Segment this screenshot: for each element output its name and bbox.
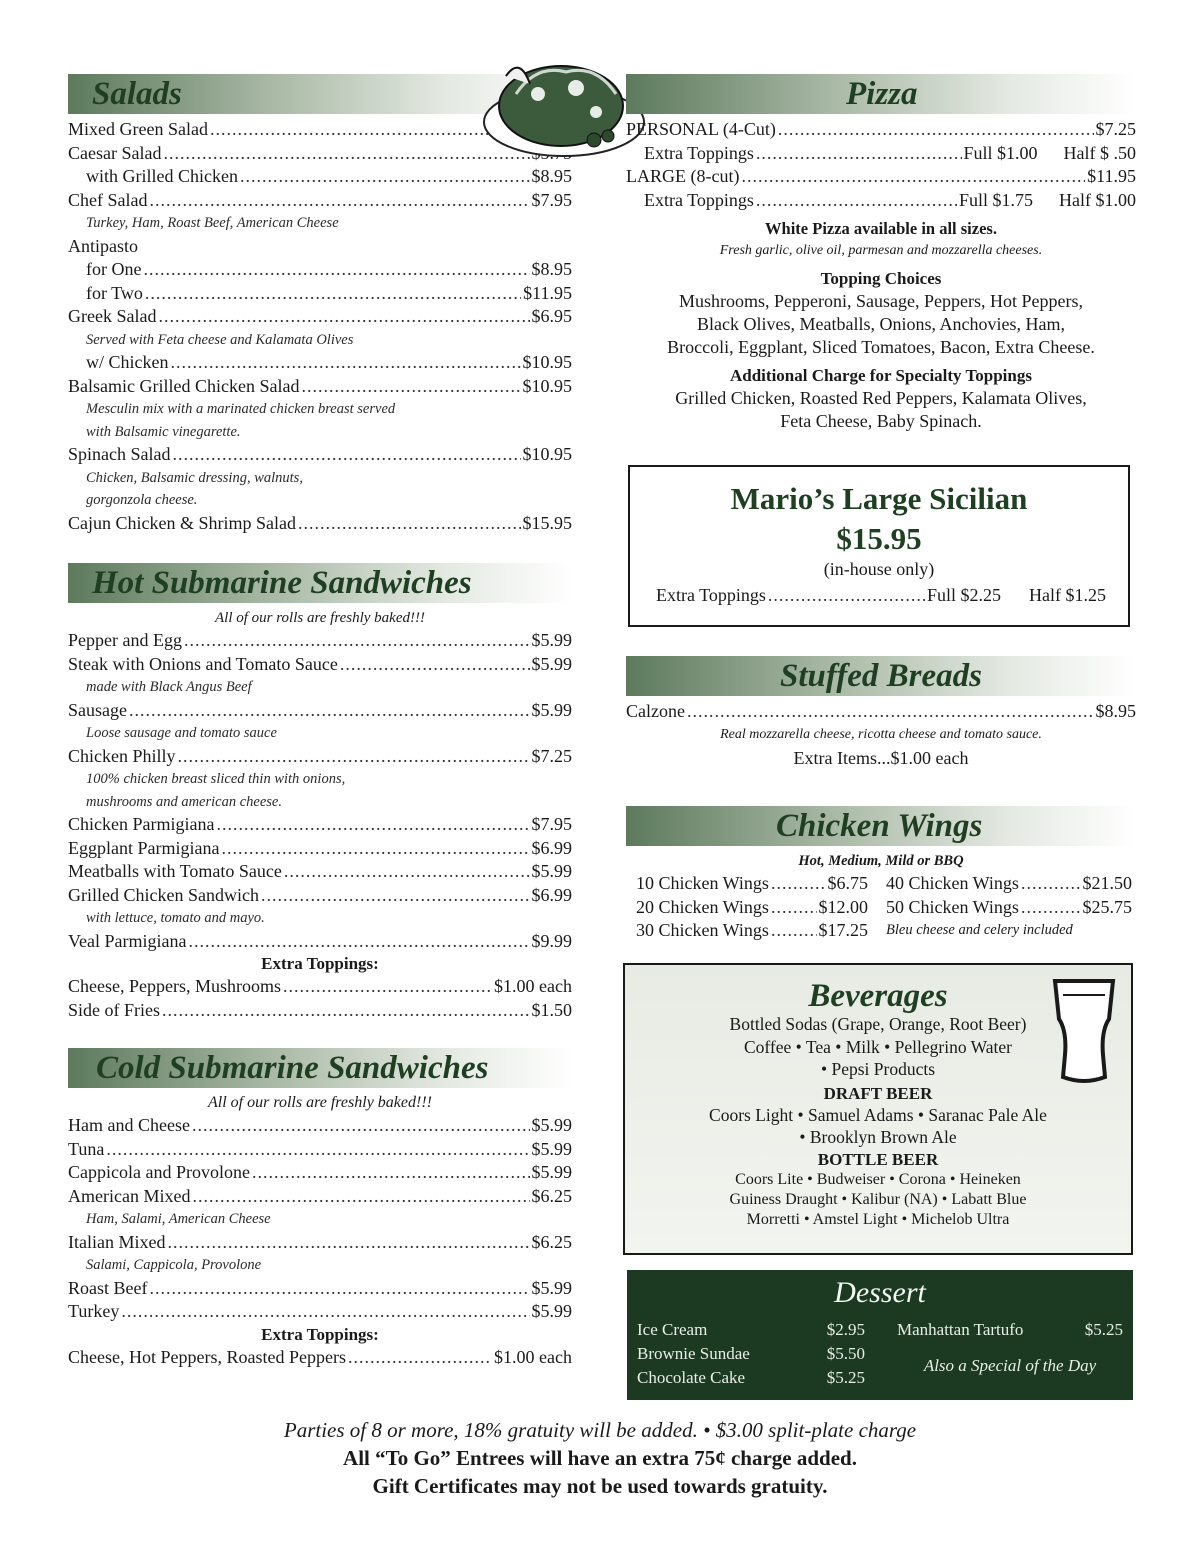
- item-price: $5.99: [531, 1301, 572, 1321]
- menu-item: [68, 165, 572, 189]
- beverages-title: Beverages: [808, 978, 948, 1014]
- menu-item: [68, 1114, 572, 1138]
- sicilian-box: [628, 465, 1130, 627]
- item-name: for Two: [86, 282, 143, 303]
- topping-choices-title: Topping Choices: [820, 269, 942, 288]
- item-half-price: Half $1.00: [1059, 189, 1136, 210]
- item-name: Veal Parmigiana: [68, 930, 187, 951]
- beverage-line: Bottled Sodas (Grape, Orange, Root Beer): [729, 1014, 1027, 1034]
- bottle-beer-line: Coors Lite • Budweiser • Corona • Heineken: [735, 1170, 1021, 1188]
- menu-item: [68, 1346, 572, 1370]
- cold-subs-section: [68, 1048, 572, 1369]
- item-description: Mesculin mix with a marinated chicken breast served: [86, 401, 396, 417]
- menu-item: [68, 1231, 572, 1255]
- item-heading: Antipasto: [68, 235, 138, 256]
- item-description: Chicken, Balsamic dressing, walnuts,: [86, 469, 303, 486]
- item-price: $8.95: [1095, 701, 1136, 721]
- footer-gift-certificates: Gift Certificates may not be used towards gratuity.: [372, 1474, 828, 1498]
- pizza-large-extra-row: [626, 189, 1136, 213]
- cold-subs-extra-title: Extra Toppings:: [261, 1324, 379, 1344]
- hot-subs-section: [68, 563, 572, 1022]
- dessert-box: [627, 1270, 1133, 1400]
- item-description: Loose sausage and tomato sauce: [86, 725, 277, 741]
- menu-item: [68, 1185, 572, 1209]
- menu-item: [68, 745, 572, 769]
- calzone-row: [626, 700, 1136, 724]
- item-name: Grilled Chicken Sandwich: [68, 884, 259, 905]
- item-name: Extra Toppings: [656, 585, 766, 605]
- item-price: $25.75: [1082, 896, 1132, 917]
- cold-subs-title: Cold Submarine Sandwiches: [96, 1050, 489, 1086]
- item-name: w/ Chicken: [86, 352, 169, 372]
- item-name: 40 Chicken Wings: [886, 873, 1019, 893]
- calzone-extra: Extra Items...$1.00 each: [793, 747, 969, 768]
- wings-item: [636, 919, 868, 943]
- item-name: Meatballs with Tomato Sauce: [68, 861, 282, 881]
- stuffed-breads-title: Stuffed Breads: [780, 658, 982, 694]
- item-price: $5.50: [826, 1344, 865, 1363]
- beer-glass-icon: [1049, 975, 1119, 1085]
- item-name: Extra Toppings: [644, 142, 754, 163]
- chicken-wings-banner: [626, 806, 1136, 846]
- menu-item: [68, 999, 572, 1023]
- item-name: Cajun Chicken & Shrimp Salad: [68, 512, 296, 533]
- footer-to-go: All “To Go” Entrees will have an extra 75¢ charge added.: [343, 1446, 857, 1470]
- item-price: $5.99: [531, 861, 572, 881]
- item-full-price: Full $1.00: [963, 142, 1038, 163]
- chicken-wings-title: Chicken Wings: [776, 808, 983, 844]
- hot-subs-extra-title: Extra Toppings:: [261, 954, 379, 973]
- specialty-toppings-title: Additional Charge for Specialty Toppings: [730, 366, 1032, 385]
- topping-line: Black Olives, Meatballs, Onions, Anchovies, Ham,: [697, 314, 1065, 334]
- item-name: Balsamic Grilled Chicken Salad: [68, 375, 300, 396]
- wings-note: Bleu cheese and celery included: [886, 922, 1073, 938]
- item-price: $9.99: [531, 930, 572, 951]
- pizza-section: [626, 74, 1136, 433]
- stuffed-breads-section: [626, 656, 1136, 770]
- item-price: $5.25: [826, 1368, 865, 1387]
- menu-item: [68, 305, 572, 329]
- dessert-item: [637, 1318, 865, 1342]
- item-name: 30 Chicken Wings: [636, 920, 769, 940]
- cold-subs-list: [68, 1114, 572, 1324]
- item-full-price: Full $1.75: [959, 189, 1034, 210]
- pizza-large-row: [626, 165, 1136, 189]
- topping-line: Mushrooms, Pepperoni, Sausage, Peppers, Hot Peppers,: [679, 291, 1083, 311]
- stuffed-breads-banner: [626, 656, 1136, 696]
- topping-choices-list: [626, 290, 1136, 359]
- item-name: 10 Chicken Wings: [636, 873, 769, 893]
- specialty-line: Grilled Chicken, Roasted Red Peppers, Kalamata Olives,: [675, 388, 1087, 408]
- item-price: $7.25: [531, 745, 572, 766]
- item-price: $5.99: [531, 1277, 572, 1298]
- bottle-beer-list: [625, 1170, 1131, 1230]
- item-name: Ham and Cheese: [68, 1115, 190, 1135]
- item-price: $12.00: [818, 896, 868, 917]
- bottle-beer-line: Morretti • Amstel Light • Michelob Ultra: [746, 1210, 1010, 1228]
- sicilian-note: (in-house only): [823, 559, 935, 579]
- specialty-line: Feta Cheese, Baby Spinach.: [780, 411, 982, 431]
- wings-item: [886, 872, 1132, 896]
- item-full-price: Full $2.25: [927, 585, 1002, 605]
- item-price: $10.95: [522, 352, 572, 372]
- item-price: $5.25: [1084, 1320, 1123, 1339]
- menu-item: [68, 375, 572, 399]
- cold-subs-tagline: All of our rolls are freshly baked!!!: [208, 1094, 432, 1111]
- item-price: $21.50: [1082, 873, 1132, 893]
- item-price: $6.25: [531, 1185, 572, 1206]
- wings-right-list: [886, 872, 1132, 919]
- item-price: $15.95: [522, 512, 572, 533]
- item-name: Mixed Green Salad: [68, 119, 208, 139]
- item-description: Turkey, Ham, Roast Beef, American Cheese: [86, 215, 339, 231]
- dessert-special: Also a Special of the Day: [923, 1356, 1097, 1375]
- item-price: $1.00 each: [494, 1346, 572, 1367]
- item-price: $8.95: [531, 259, 572, 279]
- draft-beer-list: [625, 1104, 1131, 1149]
- item-half-price: Half $ .50: [1063, 142, 1136, 163]
- item-description: 100% chicken breast sliced thin with onions,: [86, 771, 346, 787]
- wings-item: [636, 896, 868, 920]
- menu-item: [68, 258, 572, 282]
- menu-item: [68, 860, 572, 884]
- item-price: $7.95: [531, 189, 572, 210]
- hot-subs-banner: [68, 563, 572, 603]
- item-name: Chicken Philly: [68, 745, 176, 766]
- left-column: [68, 74, 572, 1369]
- menu-item: [68, 629, 572, 653]
- item-price: $1.50: [531, 999, 572, 1020]
- item-name: Chocolate Cake: [637, 1368, 746, 1387]
- item-name: Eggplant Parmigiana: [68, 837, 220, 858]
- item-name: Turkey: [68, 1301, 120, 1321]
- menu-item: [68, 1161, 572, 1185]
- item-price: $6.95: [531, 306, 572, 326]
- item-name: Extra Toppings: [644, 189, 754, 210]
- item-name: American Mixed: [68, 1185, 191, 1206]
- pizza-banner: [626, 74, 1136, 114]
- menu-item: [68, 512, 572, 536]
- menu-item: [68, 189, 572, 213]
- topping-line: Broccoli, Eggplant, Sliced Tomatoes, Bacon, Extra Cheese.: [667, 337, 1095, 357]
- item-price: $5.99: [531, 1138, 572, 1159]
- menu-item: [68, 1300, 572, 1324]
- item-name: Tuna: [68, 1138, 105, 1159]
- cold-subs-extra-list: [68, 1346, 572, 1370]
- salad-bowl-icon: [476, 54, 646, 164]
- menu-item: [68, 884, 572, 908]
- draft-beer-line: Coors Light • Samuel Adams • Saranac Pale Ale: [709, 1104, 1047, 1125]
- calzone-desc: Real mozzarella cheese, ricotta cheese and tomato sauce.: [720, 726, 1042, 742]
- item-price: $11.95: [523, 282, 572, 303]
- menu-item: [68, 930, 572, 954]
- item-price: $6.25: [531, 1231, 572, 1252]
- menu-item: [68, 351, 572, 375]
- right-column: [626, 74, 1136, 433]
- item-price: $5.99: [531, 630, 572, 650]
- hot-subs-title: Hot Submarine Sandwiches: [92, 565, 472, 601]
- wings-flavors: Hot, Medium, Mild or BBQ: [798, 853, 964, 869]
- white-pizza-note: White Pizza available in all sizes.: [765, 219, 997, 238]
- item-name: Manhattan Tartufo: [897, 1320, 1024, 1339]
- dessert-item: [637, 1366, 865, 1390]
- item-description: with lettuce, tomato and mayo.: [86, 910, 265, 926]
- item-price: $10.95: [522, 444, 572, 464]
- item-description: gorgonzola cheese.: [86, 492, 198, 508]
- item-name: Steak with Onions and Tomato Sauce: [68, 653, 338, 674]
- menu-item: [68, 1277, 572, 1301]
- item-name: Cheese, Hot Peppers, Roasted Peppers: [68, 1346, 346, 1367]
- dessert-title: Dessert: [834, 1276, 926, 1309]
- item-price: $6.99: [531, 884, 572, 905]
- menu-item: [68, 699, 572, 723]
- item-price: $5.99: [531, 699, 572, 720]
- item-name: Caesar Salad: [68, 142, 162, 163]
- item-name: PERSONAL (4-Cut): [626, 119, 776, 139]
- item-name: LARGE (8-cut): [626, 166, 740, 186]
- item-price: $8.95: [531, 166, 572, 186]
- item-price: $6.75: [827, 873, 868, 893]
- beverages-box: [623, 963, 1133, 1255]
- item-description: made with Black Angus Beef: [86, 679, 252, 695]
- item-price: $7.25: [1095, 119, 1136, 139]
- menu-item: [68, 813, 572, 837]
- draft-beer-line: • Brooklyn Brown Ale: [799, 1127, 957, 1147]
- item-price: $11.95: [1087, 166, 1136, 186]
- wings-left-list: [636, 872, 868, 943]
- item-price: $17.25: [818, 920, 868, 940]
- dessert-left-list: [637, 1318, 865, 1390]
- item-name: Side of Fries: [68, 999, 160, 1020]
- item-name: Sausage: [68, 699, 127, 720]
- item-price: $1.00 each: [494, 976, 572, 996]
- salads-title: Salads: [92, 76, 182, 112]
- item-name: Ice Cream: [637, 1320, 708, 1339]
- item-half-price: Half $1.25: [1029, 585, 1106, 605]
- menu-item: [68, 975, 572, 999]
- item-name: Pepper and Egg: [68, 630, 182, 650]
- menu-item: [68, 837, 572, 861]
- item-price: $2.95: [826, 1320, 865, 1339]
- draft-beer-title: DRAFT BEER: [823, 1083, 933, 1103]
- white-pizza-desc: Fresh garlic, olive oil, parmesan and mozzarella cheeses.: [719, 243, 1043, 258]
- item-price: $7.95: [531, 814, 572, 834]
- item-name: Italian Mixed: [68, 1231, 166, 1252]
- item-name: Spinach Salad: [68, 444, 171, 464]
- dessert-item: [637, 1342, 865, 1366]
- item-name: 20 Chicken Wings: [636, 896, 769, 917]
- pizza-title: Pizza: [846, 76, 918, 112]
- sicilian-title: Mario’s Large Sicilian: [730, 481, 1028, 516]
- bottle-beer-line: Guiness Draught • Kalibur (NA) • Labatt Blue: [729, 1190, 1027, 1208]
- item-name: Cheese, Peppers, Mushrooms: [68, 976, 281, 996]
- bottle-beer-title: BOTTLE BEER: [817, 1149, 939, 1169]
- specialty-toppings-list: [626, 387, 1136, 433]
- item-name: Chicken Parmigiana: [68, 814, 215, 834]
- menu-item: [68, 443, 572, 467]
- pizza-personal-row: [626, 118, 1136, 142]
- sicilian-price: $15.95: [836, 521, 922, 556]
- hot-subs-list: [68, 629, 572, 953]
- beverage-line: Coffee • Tea • Milk • Pellegrino Water: [744, 1036, 1012, 1057]
- item-name: with Grilled Chicken: [86, 166, 238, 186]
- item-price: $10.95: [522, 375, 572, 396]
- menu-item: [68, 1138, 572, 1162]
- item-price: $5.99: [531, 653, 572, 674]
- item-description: Ham, Salami, American Cheese: [86, 1211, 271, 1227]
- item-name: Brownie Sundae: [637, 1344, 750, 1363]
- menu-item: [68, 282, 572, 306]
- sicilian-extra-row: [630, 580, 1128, 608]
- menu-item: [68, 653, 572, 677]
- item-price: $5.99: [531, 1162, 572, 1182]
- wings-item: [886, 896, 1132, 920]
- item-name: Chef Salad: [68, 189, 148, 210]
- chicken-wings-section: [626, 806, 1136, 943]
- footer-gratuity: Parties of 8 or more, 18% gratuity will be added. • $3.00 split-plate charge: [283, 1418, 917, 1442]
- item-description: mushrooms and american cheese.: [86, 793, 282, 810]
- item-name: for One: [86, 259, 142, 279]
- item-name: Calzone: [626, 701, 685, 721]
- item-name: Greek Salad: [68, 306, 157, 326]
- dessert-item: [897, 1318, 1123, 1342]
- beverage-line: • Pepsi Products: [820, 1059, 936, 1079]
- item-description: Salami, Cappicola, Provolone: [86, 1257, 262, 1273]
- item-price: $6.99: [531, 837, 572, 858]
- salads-list: [68, 118, 572, 535]
- wings-item: [636, 872, 868, 896]
- pizza-personal-extra-row: [626, 142, 1136, 166]
- item-description: with Balsamic vinegarette.: [86, 423, 241, 440]
- item-name: Cappicola and Provolone: [68, 1162, 250, 1182]
- item-description: Served with Feta cheese and Kalamata Olives: [86, 331, 354, 348]
- cold-subs-banner: [68, 1048, 572, 1088]
- item-name: 50 Chicken Wings: [886, 896, 1019, 917]
- item-price: $5.99: [531, 1115, 572, 1135]
- hot-subs-tagline: All of our rolls are freshly baked!!!: [215, 610, 425, 626]
- item-name: Roast Beef: [68, 1277, 148, 1298]
- hot-subs-extra-list: [68, 975, 572, 1022]
